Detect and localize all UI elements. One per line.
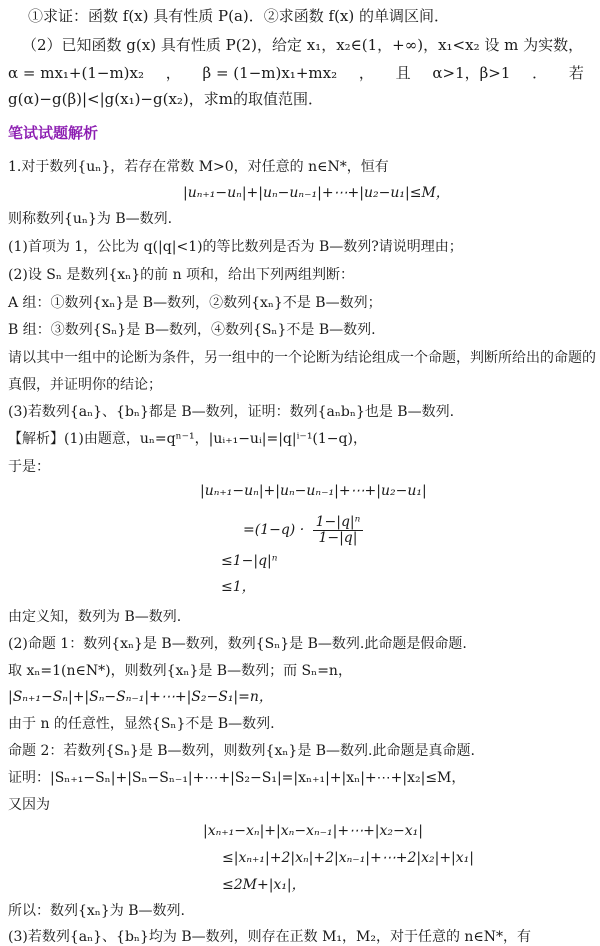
- text-line: (2)命题 1：数列{xₙ}是 B—数列，数列{Sₙ}是 B—数列.此命题是假命题.: [8, 636, 467, 652]
- equation: |uₙ₊₁−uₙ|+|uₙ−uₙ₋₁|+⋯+|u₂−u₁|≤M，: [183, 185, 450, 201]
- fraction: [313, 515, 364, 546]
- period: ．: [532, 64, 548, 82]
- text-line: 命题 2：若数列{Sₙ}是 B—数列，则数列{xₙ}是 B—数列.此命题是真命题.: [8, 743, 475, 759]
- solution-intro: 【解析】(1)由题意，uₙ=qⁿ⁻¹，|uᵢ₊₁−uᵢ|=|q|ⁱ⁻¹(1−q)，: [8, 431, 367, 447]
- text-line: 于是：: [8, 459, 50, 475]
- equation-fraction: [243, 512, 363, 548]
- text-line: 又因为: [8, 797, 50, 813]
- text-line: A 组：①数列{xₙ}是 B—数列，②数列{xₙ}不是 B—数列；: [8, 295, 382, 311]
- text-line: (3)若数列{aₙ}、{bₙ}都是 B—数列，证明：数列{aₙbₙ}也是 B—数列.: [8, 404, 455, 420]
- equation: ≤1−|q|ⁿ: [221, 553, 278, 569]
- text-line: 由于 n 的任意性，显然{Sₙ}不是 B—数列.: [8, 716, 275, 732]
- text-line: 证明：|Sₙ₊₁−Sₙ|+|Sₙ−Sₙ₋₁|+⋯+|S₂−S₁|=|xₙ₊₁|+|xₙ|+⋯+|x₂|≤M，: [8, 770, 466, 786]
- equation: ≤|xₙ₊₁|+2|xₙ|+2|xₙ₋₁|+⋯+2|x₂|+|x₁|: [222, 850, 474, 866]
- beta-def: β = (1−m)x₁+mx₂: [202, 64, 338, 82]
- eq-prefix: =(1−q) ·: [243, 522, 305, 538]
- text-line: 由定义知，数列为 B—数列.: [8, 609, 182, 625]
- alpha-beta-cond: α>1，β>1: [432, 64, 511, 82]
- equation: ≤2M+|x₁|，: [222, 877, 306, 893]
- conj: 且: [395, 64, 411, 82]
- text-line: (3)若数列{aₙ}、{bₙ}均为 B—数列，则存在正数 M₁，M₂，对于任意的 n∈N*，有: [8, 929, 532, 945]
- comma: ，: [358, 64, 374, 82]
- top-line-3: [8, 64, 584, 82]
- text-line: 则称数列{uₙ}为 B—数列.: [8, 211, 173, 227]
- text-line: 1.对于数列{uₙ}，若存在常数 M>0，对任意的 n∈N*，恒有: [8, 159, 389, 175]
- equation: |uₙ₊₁−uₙ|+|uₙ−uₙ₋₁|+⋯+|u₂−u₁|: [200, 483, 427, 499]
- equation: |xₙ₊₁−xₙ|+|xₙ−xₙ₋₁|+⋯+|x₂−x₁|: [203, 823, 423, 839]
- text-line: (2)设 Sₙ 是数列{xₙ}的前 n 项和，给出下列两组判断：: [8, 267, 355, 283]
- fraction-denominator: 1−|q|: [318, 529, 358, 546]
- top-line-1: ①求证：函数 f(x) 具有性质 P(a)．②求函数 f(x) 的单调区间．: [28, 7, 450, 25]
- equation: ≤1，: [221, 579, 256, 595]
- text-line: 所以：数列{xₙ}为 B—数列.: [8, 903, 185, 919]
- section-heading: 笔试试题解析: [8, 124, 99, 142]
- alpha-def: α = mx₁+(1−m)x₂: [8, 64, 145, 82]
- fraction-numerator: 1−|q|ⁿ: [313, 515, 364, 531]
- comma: ，: [165, 64, 181, 82]
- top-line-2: （2）已知函数 g(x) 具有性质 P(2)，给定 x₁，x₂∈(1，+∞)，x₁<x₂ 设 m 为实数，: [22, 36, 584, 54]
- text-line: (1)首项为 1，公比为 q(|q|<1)的等比数列是否为 B—数列?请说明理由；: [8, 239, 463, 255]
- text-line: 取 xₙ=1(n∈N*)，则数列{xₙ}是 B—数列；而 Sₙ=n，: [8, 663, 352, 679]
- top-line-4: g(α)−g(β)|<|g(x₁)−g(x₂)，求m的取值范围．: [8, 90, 324, 108]
- text-line: 真假，并证明你的结论；: [8, 377, 162, 393]
- equation: |Sₙ₊₁−Sₙ|+|Sₙ−Sₙ₋₁|+⋯+|S₂−S₁|=n，: [8, 689, 273, 705]
- text-line: B 组：③数列{Sₙ}是 B—数列，④数列{Sₙ}不是 B—数列.: [8, 322, 376, 338]
- if-word: 若: [568, 64, 584, 82]
- text-line: 请以其中一组中的论断为条件，另一组中的一个论断为结论组成一个命题，判断所给出的命题的: [8, 350, 596, 366]
